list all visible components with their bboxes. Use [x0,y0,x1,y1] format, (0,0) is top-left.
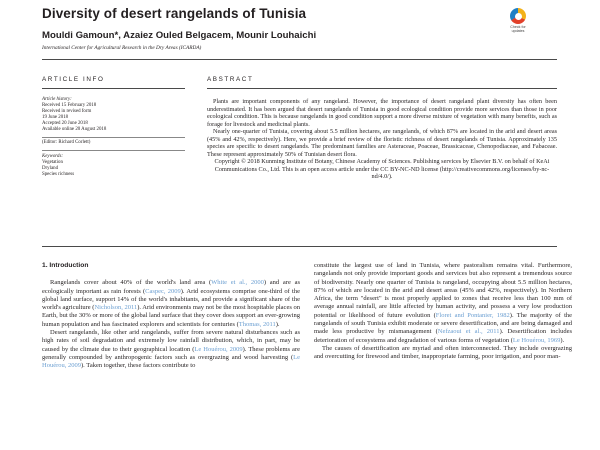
abstract-heading: ABSTRACT [207,76,254,83]
citation-link[interactable]: Nefzaoui et al., 2011 [437,328,500,336]
body-paragraph: Rangelands cover about 40% of the world's land area (White et al., 2000) and are as ecologically important as rain forests (Caspec, 2009). Arid ecosystems comprise one-third of the global land surface, support 14% of the world's inhabitants, and provide a significant share of the world's agriculture (Nicholson, 2011). Arid environments may not be the most hospitable places on Earth, but the 30% or more of the global land surface that they cover does support an ever-growing human population and has fascinated explorers and scientists for centuries (Thomas, 2011). [42,279,301,328]
history-item: Received in revised form [42,109,92,115]
check-for-updates-badge[interactable] [503,8,533,40]
keywords-label: Keywords: [42,154,64,159]
body-column-right [314,262,572,361]
body-column-left [42,262,300,370]
keywords-block [42,154,182,178]
header-divider [42,59,557,60]
crossmark-icon [510,8,526,24]
history-item: Available online 20 August 2018 [42,127,107,133]
history-label: Article history: [42,97,72,102]
article-history [42,97,182,134]
history-item: 19 June 2018 [42,115,69,121]
body-paragraph: Desert rangelands, like other arid rangelands, suffer from severe natural disturbances such as high rates of soil degradation and extremely low rainfall distribution, which, in part, may be caused by the climate due to their geographical location (Le Houérou, 2009). These problems are generally compounded by anthropogenic factors such as overgrazing and wood harvesting (Le Houérou, 2009). Taken together, these factors contribute to [42,328,300,370]
article-title: Diversity of desert rangelands of Tunisia [42,6,307,21]
citation-link[interactable]: Le Houérou, 2009 [194,345,243,353]
author-list: Mouldi Gamoun*, Azaiez Ouled Belgacem, Mounir Louhaichi [42,30,317,41]
info-divider [42,150,185,151]
editor: (Editor: Richard Corlett) [42,140,91,145]
info-divider [42,137,185,138]
history-item: Received 15 February 2018 [42,103,97,109]
citation-link[interactable]: Thomas, 2011 [238,320,276,328]
copyright-notice: Copyright © 2018 Kunming Institute of Botany, Chinese Academy of Sciences. Publishing services by Elsevier B.V. on behalf of KeAi Communications Co., Ltd. This is an open access article under the CC BY-NC-ND license (http://creativecommons.org/licenses/by-nc-nd/4.0/). [214,158,550,181]
citation-link[interactable]: Caspec, 2009 [145,287,181,295]
body-paragraph: constitute the largest use of land in Tunisia, where pastoralism remains vital. Furthermore, rangelands not only provide important goods and services but also represent a tremendous source of biodiversity. Nearly one quarter of Tunisia is rangeland, occupying about 5.5 million hectares, 87% of which are located in the arid and desert areas (45% and 42%, respectively). In Northern Africa, the term "desert" is most properly applied to zones that receive less than 100 mm of average annual rainfall, are little affected by human activity, and possess a very low production potential or likelihood of future evolution (Floret and Pontanier, 1982). The majority of the rangelands of south Tunisia exhibit moderate or severe desertification, and are being damaged and made less productive by mismanagement (Nefzaoui et al., 2011). Desertification includes deterioration of ecosystems and degradation of various forms of vegetation (Le Houérou, 1969). [314,262,573,344]
affiliation: International Center for Agricultural Research in the Dry Areas (ICARDA) [42,45,202,51]
citation-link[interactable]: Le Houérou, 1969 [512,336,561,344]
editor-note [42,140,182,146]
body-divider [42,246,557,247]
keyword: Vegetation [42,160,63,166]
article-info-heading: ARTICLE INFO [42,76,105,83]
citation-link[interactable]: White et al., 2000 [211,279,264,287]
abstract-rule [207,88,557,89]
citation-link[interactable]: Floret and Pontanier, 1982 [435,311,510,319]
abstract-paragraph: Plants are important components of any rangeland. However, the importance of desert rangeland plant diversity has often been underestimated. It has been argued that desert rangelands of Tunisia in good ecological condition provide more services than those in poor ecological condition. This is because rangelands in good condition support a more diverse mixture of vegetation with many benefits, such as forage for livestock and medicinal plants. [207,98,557,128]
badge-label: Check for updates [510,25,526,33]
body-paragraph: The causes of desertification are myriad and often interconnected. They include overgrazing and overcutting for firewood and timber, inappropriate farming, poor irrigation, and poor man- [314,344,572,361]
article-info-rule [42,88,185,89]
section-heading-introduction: 1. Introduction [42,262,89,269]
keyword: Species richness [42,172,75,178]
keyword: Dryland [42,166,59,172]
abstract-body [207,98,557,181]
abstract-paragraph: Nearly one-quarter of Tunisia, covering about 5.5 million hectares, are rangelands, of which 87% are located in the arid and desert areas (45% and 42%, respectively). Here, we provide a brief review of the floristic richness of desert rangelands of Tunisia. Approximately 135 species are specific to desert rangelands. The predominant families are Asteraceae, Poaceae, Brassicaceae, Chenopodiaceae, and Fabaceae. These represent approximately 50% of Tunisian desert flora. [207,128,557,158]
citation-link[interactable]: Le Houérou, 2009 [42,353,300,370]
history-item: Accepted 20 June 2018 [42,121,88,127]
citation-link[interactable]: Nicholson, 2011 [94,304,138,312]
